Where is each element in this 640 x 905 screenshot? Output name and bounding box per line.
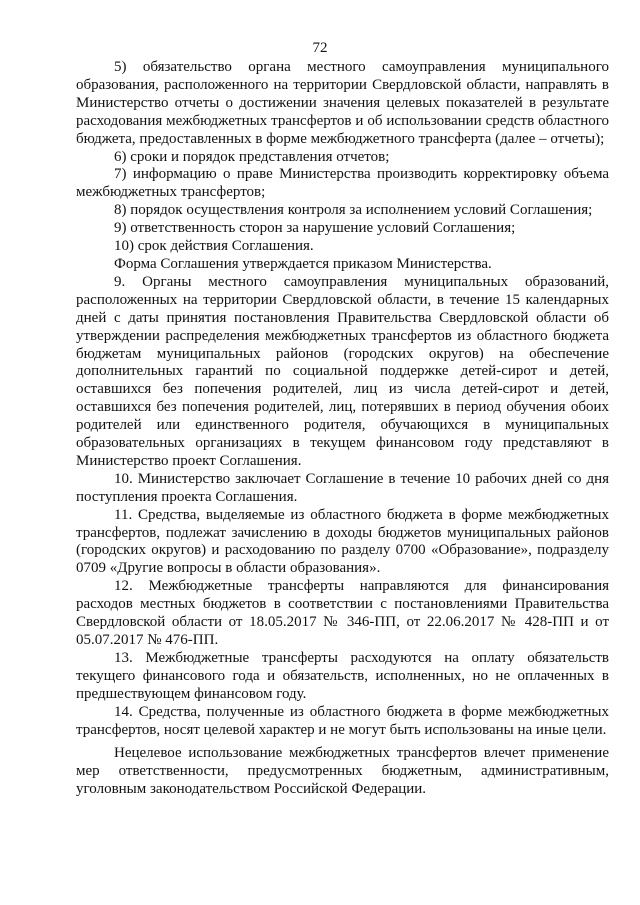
- paragraph-item-8: 8) порядок осуществления контроля за исполнением условий Соглашения;: [114, 202, 593, 219]
- paragraph-clause-14: 14. Средства, полученные из областного бюджета в форме межбюджетных трансфертов, носят целевой характер и не могут быть использованы на иные цели.: [76, 703, 609, 738]
- paragraph-item-5: 5) обязательство органа местного самоуправления муниципального образования, расположенного на территории Свердловской области, направлять в Министерство отчеты о достижении значения целевых показателей в результате расходования межбюджетных трансфертов и об использовании средств областного бюджета, предоставленных в форме межбюджетного трансферта (далее – отчеты);: [76, 59, 609, 147]
- paragraph-item-10: 10) срок действия Соглашения.: [114, 238, 314, 255]
- paragraph-clause-12: 12. Межбюджетные трансферты направляются для финансирования расходов местных бюджетов в соответствии с постановлениями Правительства Свердловской области от 18.05.2017 № 346-ПП, от 22.06.2017 № 428-ПП и от 05.07.2017 № 476-ПП.: [76, 578, 609, 648]
- paragraph-misuse-liability: Нецелевое использование межбюджетных трансфертов влечет применение мер ответственности, предусмотренных бюджетным, административным, уголовным законодательством Российской Федерации.: [76, 745, 609, 798]
- paragraph-item-6: 6) сроки и порядок представления отчетов;: [114, 148, 390, 165]
- paragraph-clause-13: 13. Межбюджетные трансферты расходуются на оплату обязательств текущего финансового года и обязательств, исполненных, но не оплаченных в предшествующем финансовом году.: [76, 649, 609, 702]
- page-number: 72: [312, 40, 328, 56]
- paragraph-clause-11: 11. Средства, выделяемые из областного бюджета в форме межбюджетных трансфертов, подлежат зачислению в доходы бюджетов муниципальных районов (городских округов) и расходованию по разделу 0700 «Образование», подразделу 0709 «Другие вопросы в области образования».: [76, 506, 609, 577]
- paragraph-clause-10: 10. Министерство заключает Соглашение в течение 10 рабочих дней со дня поступления проекта Соглашения.: [76, 470, 609, 505]
- document-body: [76, 59, 609, 799]
- paragraph-item-9: 9) ответственность сторон за нарушение условий Соглашения;: [114, 220, 516, 237]
- paragraph-item-7: 7) информацию о праве Министерства производить корректировку объема межбюджетных трансфертов;: [76, 166, 609, 201]
- paragraph-agreement-form: Форма Соглашения утверждается приказом Министерства.: [114, 255, 492, 272]
- paragraph-clause-9: 9. Органы местного самоуправления муниципальных образований, расположенных на территории Свердловской области, в течение 15 календарных дней с даты принятия постановления Правительства Свердловской области об утверждении распределения межбюджетных трансфертов из областного бюджета бюджетам муниципальных районов (городских округов) на обеспечение дополнительных гарантий по социальной поддержке детей-сирот и детей, оставшихся без попечения родителей, лиц из числа детей-сирот и детей, оставшихся без попечения родителей, лиц, потерявших в период обучения обоих родителей или единственного родителя, обучающихся в муниципальных образовательных организациях в текущем финансовом году представляют в Министерство проект Соглашения.: [76, 273, 609, 469]
